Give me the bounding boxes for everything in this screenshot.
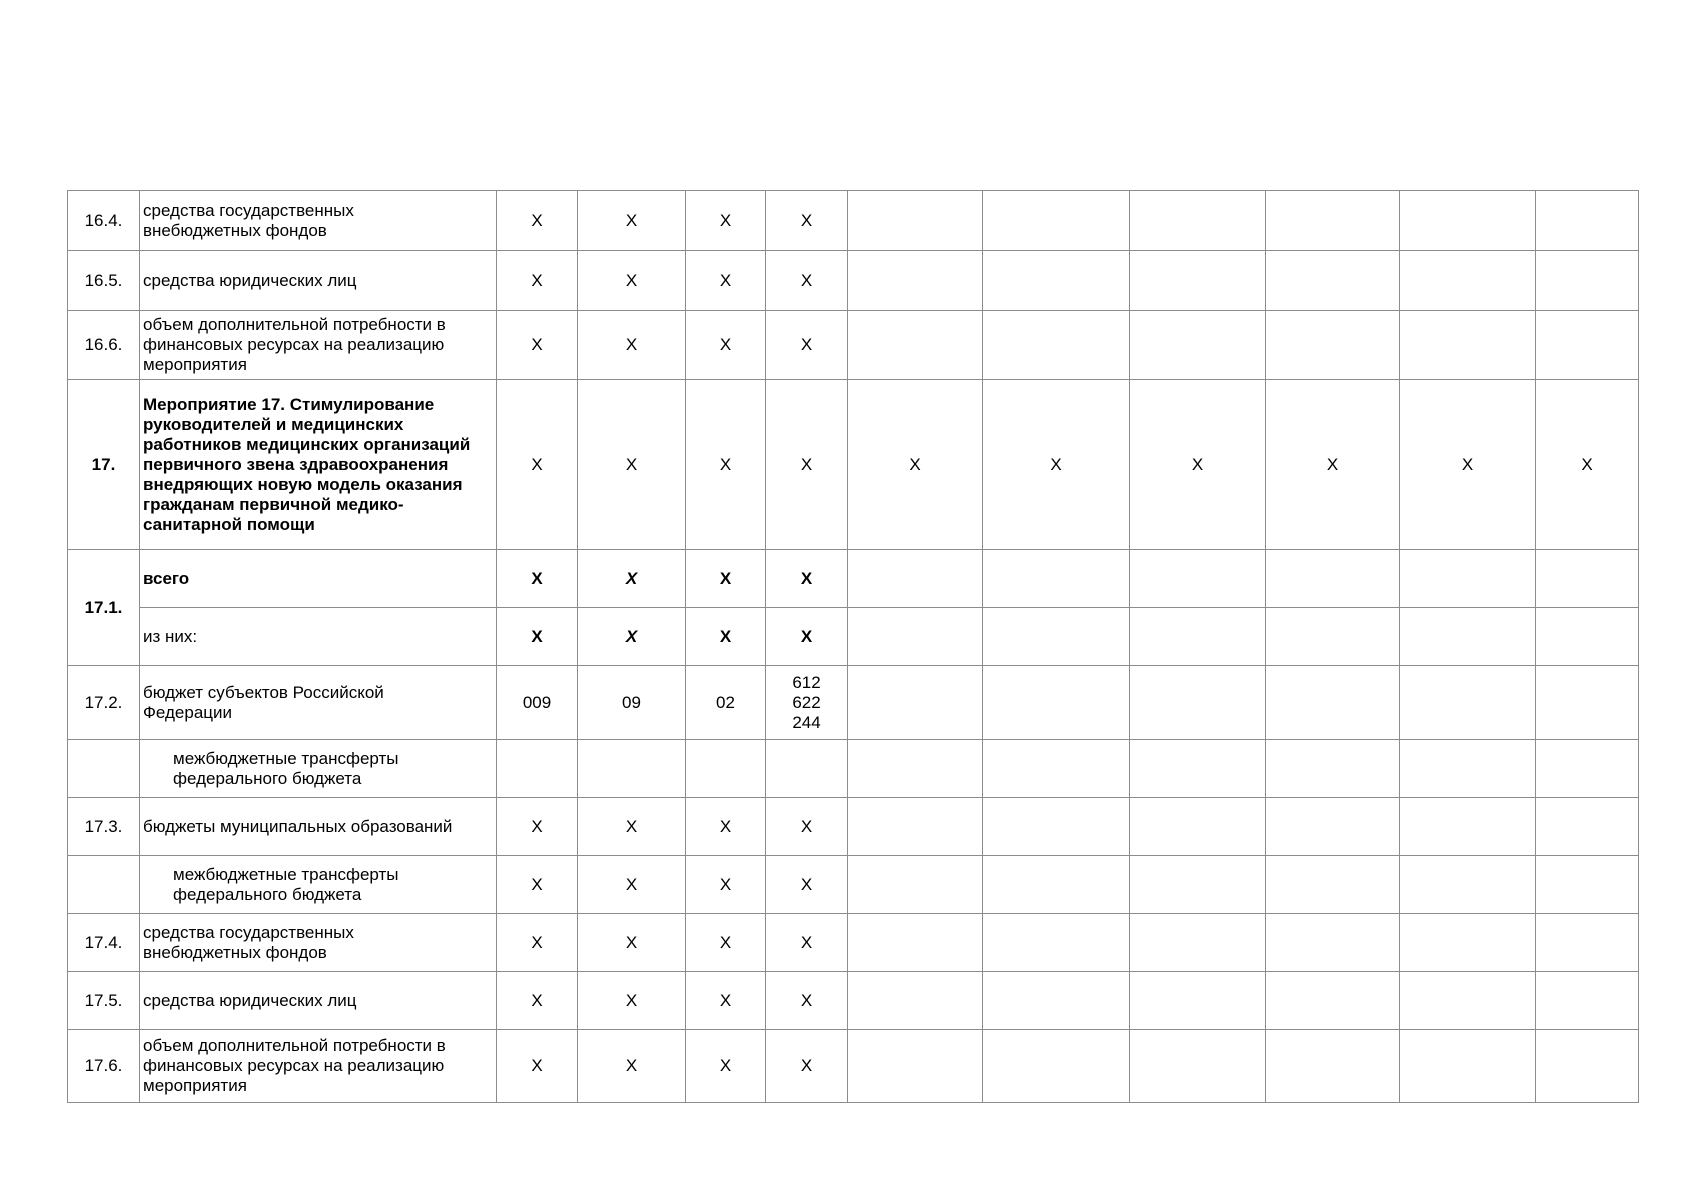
cell-empty	[1266, 740, 1400, 798]
cell-value: X	[983, 380, 1130, 550]
cell-empty	[1130, 311, 1266, 380]
cell-empty	[1130, 972, 1266, 1030]
cell-empty	[848, 740, 983, 798]
cell-subsection: X	[686, 798, 766, 856]
cell-empty	[1130, 251, 1266, 311]
row-label: всего	[140, 550, 497, 608]
cell-value: X	[1536, 380, 1639, 550]
row-number: 17.5.	[68, 972, 140, 1030]
cell-expense-type: X	[766, 972, 848, 1030]
cell-empty	[1536, 191, 1639, 251]
cell-empty	[848, 914, 983, 972]
row-number: 17.	[68, 380, 140, 550]
row-label: из них:	[140, 608, 497, 666]
cell-grbs: 009	[497, 666, 578, 740]
cell-empty	[983, 914, 1130, 972]
cell-section: X	[578, 856, 686, 914]
cell-empty	[1266, 914, 1400, 972]
row-label: средства юридических лиц	[140, 972, 497, 1030]
cell-expense-type: X	[766, 608, 848, 666]
cell-empty	[1400, 1030, 1536, 1103]
cell-subsection: X	[686, 856, 766, 914]
cell-empty	[1536, 666, 1639, 740]
cell-empty	[1400, 856, 1536, 914]
cell-subsection: X	[686, 550, 766, 608]
table-row	[68, 740, 1639, 798]
cell-expense-type: X	[766, 191, 848, 251]
cell-grbs: X	[497, 550, 578, 608]
cell-empty	[1400, 666, 1536, 740]
cell-subsection: X	[686, 251, 766, 311]
cell-empty	[766, 740, 848, 798]
cell-empty	[983, 1030, 1130, 1103]
row-label: средства государственных внебюджетных фондов	[140, 191, 497, 251]
table-row	[68, 972, 1639, 1030]
cell-subsection: X	[686, 608, 766, 666]
cell-empty	[1266, 251, 1400, 311]
cell-empty	[1536, 550, 1639, 608]
cell-subsection: X	[686, 311, 766, 380]
cell-grbs: X	[497, 914, 578, 972]
row-number: 16.4.	[68, 191, 140, 251]
cell-grbs: X	[497, 608, 578, 666]
cell-grbs: X	[497, 972, 578, 1030]
cell-section: X	[578, 311, 686, 380]
cell-section: X	[578, 608, 686, 666]
cell-empty	[1536, 914, 1639, 972]
table-row	[68, 550, 1639, 608]
cell-section: 09	[578, 666, 686, 740]
row-label: средства юридических лиц	[140, 251, 497, 311]
cell-empty	[1400, 740, 1536, 798]
row-number: 17.4.	[68, 914, 140, 972]
cell-section: X	[578, 251, 686, 311]
cell-section: X	[578, 972, 686, 1030]
cell-empty	[1400, 608, 1536, 666]
cell-section: X	[578, 191, 686, 251]
table-row	[68, 914, 1639, 972]
cell-empty	[1400, 311, 1536, 380]
table-row	[68, 1030, 1639, 1103]
table-row	[68, 191, 1639, 251]
cell-empty	[1400, 191, 1536, 251]
cell-empty	[848, 608, 983, 666]
row-label: средства государственных внебюджетных фондов	[140, 914, 497, 972]
cell-empty	[848, 856, 983, 914]
cell-empty	[848, 251, 983, 311]
row-number: 16.5.	[68, 251, 140, 311]
cell-empty	[1400, 251, 1536, 311]
row-number: 17.6.	[68, 1030, 140, 1103]
row-label: бюджет субъектов Российской Федерации	[140, 666, 497, 740]
cell-expense-type: X	[766, 311, 848, 380]
cell-grbs: X	[497, 1030, 578, 1103]
cell-section: X	[578, 1030, 686, 1103]
budget-table	[67, 190, 1639, 1103]
cell-empty	[1266, 550, 1400, 608]
cell-empty	[1130, 740, 1266, 798]
cell-grbs: X	[497, 191, 578, 251]
cell-empty	[1400, 972, 1536, 1030]
cell-value: X	[848, 380, 983, 550]
cell-empty	[686, 740, 766, 798]
cell-empty	[1536, 856, 1639, 914]
table-row	[68, 251, 1639, 311]
cell-empty	[1266, 856, 1400, 914]
cell-section: X	[578, 550, 686, 608]
cell-value: X	[1130, 380, 1266, 550]
row-label: межбюджетные трансферты федерального бюджета	[140, 740, 497, 798]
row-label: объем дополнительной потребности в финансовых ресурсах на реализацию мероприятия	[140, 311, 497, 380]
cell-empty	[983, 798, 1130, 856]
cell-empty	[1130, 1030, 1266, 1103]
cell-grbs: X	[497, 380, 578, 550]
cell-empty	[983, 666, 1130, 740]
cell-expense-type: X	[766, 251, 848, 311]
row-number	[68, 740, 140, 798]
table-row	[68, 666, 1639, 740]
cell-expense-type: X	[766, 914, 848, 972]
cell-empty	[983, 856, 1130, 914]
cell-empty	[1266, 191, 1400, 251]
cell-empty	[1400, 798, 1536, 856]
cell-empty	[1130, 914, 1266, 972]
cell-expense-type: X	[766, 550, 848, 608]
cell-empty	[848, 191, 983, 251]
cell-subsection: X	[686, 972, 766, 1030]
cell-empty	[1266, 798, 1400, 856]
cell-expense-type: 612 622 244	[766, 666, 848, 740]
row-number: 17.3.	[68, 798, 140, 856]
cell-grbs: X	[497, 311, 578, 380]
cell-empty	[1130, 608, 1266, 666]
cell-empty	[1266, 666, 1400, 740]
cell-empty	[1266, 972, 1400, 1030]
cell-subsection: X	[686, 914, 766, 972]
row-label: межбюджетные трансферты федерального бюджета	[140, 856, 497, 914]
cell-empty	[1536, 1030, 1639, 1103]
cell-empty	[1266, 608, 1400, 666]
cell-empty	[1536, 740, 1639, 798]
cell-empty	[1400, 550, 1536, 608]
row-label: Мероприятие 17. Стимулирование руководителей и медицинских работников медицинских организаций первичного звена здравоохранения внедряющих новую модель оказания гражданам первичной медико- санитарной помощи	[140, 380, 497, 550]
cell-empty	[1266, 1030, 1400, 1103]
cell-empty	[983, 608, 1130, 666]
cell-grbs: X	[497, 251, 578, 311]
cell-empty	[1130, 798, 1266, 856]
table-row	[68, 798, 1639, 856]
cell-empty	[497, 740, 578, 798]
cell-expense-type: X	[766, 856, 848, 914]
table-row	[68, 311, 1639, 380]
cell-empty	[578, 740, 686, 798]
cell-empty	[848, 666, 983, 740]
cell-empty	[848, 550, 983, 608]
cell-subsection: X	[686, 191, 766, 251]
cell-expense-type: X	[766, 1030, 848, 1103]
cell-empty	[983, 311, 1130, 380]
cell-empty	[983, 740, 1130, 798]
cell-section: X	[578, 798, 686, 856]
row-number	[68, 856, 140, 914]
cell-subsection: 02	[686, 666, 766, 740]
cell-empty	[848, 311, 983, 380]
cell-empty	[1130, 666, 1266, 740]
cell-empty	[983, 191, 1130, 251]
cell-expense-type: X	[766, 798, 848, 856]
cell-value: X	[1266, 380, 1400, 550]
cell-empty	[1130, 550, 1266, 608]
cell-empty	[983, 251, 1130, 311]
cell-empty	[848, 1030, 983, 1103]
table-row	[68, 856, 1639, 914]
cell-empty	[1536, 311, 1639, 380]
cell-empty	[1536, 608, 1639, 666]
cell-empty	[1130, 191, 1266, 251]
cell-empty	[848, 798, 983, 856]
cell-expense-type: X	[766, 380, 848, 550]
table-row	[68, 608, 1639, 666]
row-number: 17.1.	[68, 550, 140, 666]
cell-empty	[1536, 972, 1639, 1030]
cell-empty	[983, 972, 1130, 1030]
row-label: бюджеты муниципальных образований	[140, 798, 497, 856]
cell-empty	[1536, 251, 1639, 311]
cell-empty	[1400, 914, 1536, 972]
cell-value: X	[1400, 380, 1536, 550]
cell-grbs: X	[497, 798, 578, 856]
cell-subsection: X	[686, 1030, 766, 1103]
cell-grbs: X	[497, 856, 578, 914]
row-number: 16.6.	[68, 311, 140, 380]
cell-empty	[1536, 798, 1639, 856]
row-label: объем дополнительной потребности в финансовых ресурсах на реализацию мероприятия	[140, 1030, 497, 1103]
cell-empty	[983, 550, 1130, 608]
cell-empty	[1130, 856, 1266, 914]
table-row	[68, 380, 1639, 550]
cell-empty	[848, 972, 983, 1030]
cell-section: X	[578, 380, 686, 550]
cell-section: X	[578, 914, 686, 972]
row-number: 17.2.	[68, 666, 140, 740]
cell-subsection: X	[686, 380, 766, 550]
cell-empty	[1266, 311, 1400, 380]
